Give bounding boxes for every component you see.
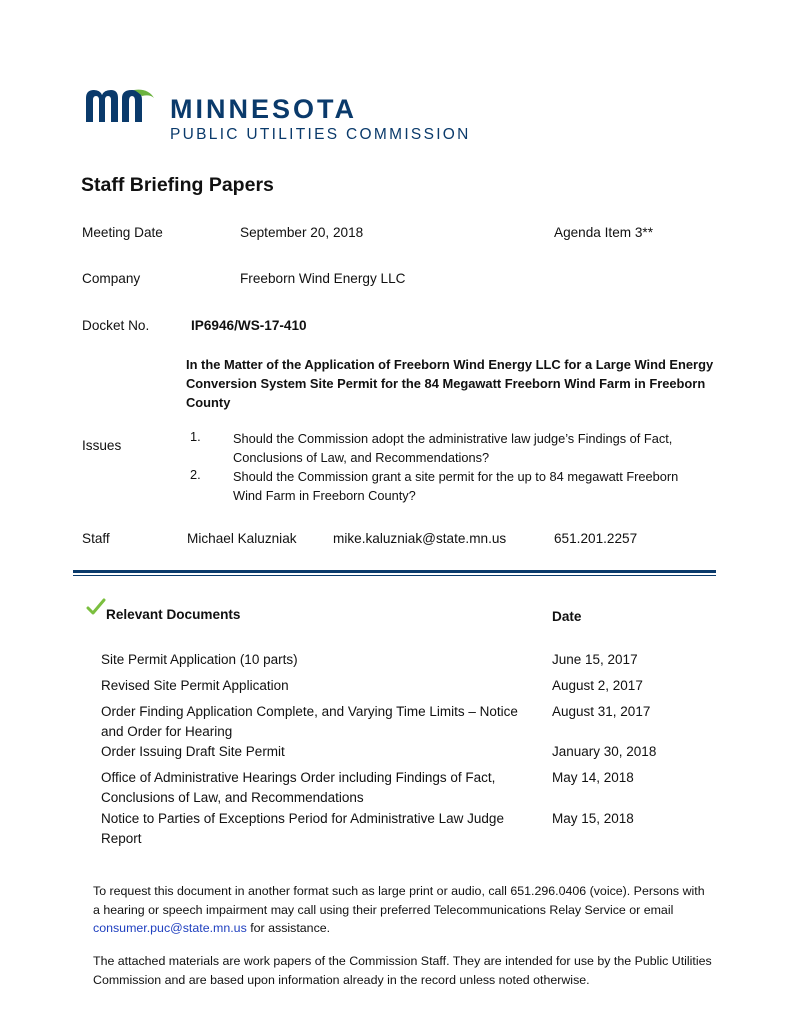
staff-email[interactable]: mike.kaluzniak@state.mn.us xyxy=(333,531,507,546)
document-name: Revised Site Permit Application xyxy=(101,678,289,693)
matter-description: In the Matter of the Application of Freeborn Wind Energy LLC for a Large Wind Energy Conversion System Site Permit for the 84 Megawatt Freeborn Wind Farm in Freeborn County xyxy=(186,357,714,410)
section-divider xyxy=(73,570,716,573)
document-date: May 15, 2018 xyxy=(552,811,634,826)
agenda-item: Agenda Item 3** xyxy=(554,225,653,240)
meeting-date-label: Meeting Date xyxy=(82,225,163,240)
accessibility-notice-text: To request this document in another format such as large print or audio, call 651.296.0406 (voice). Persons with a hearing or speech impairment may call using their preferred Telecommunications Relay Service or email xyxy=(93,884,705,917)
document-name: Order Finding Application Complete, and Varying Time Limits – Notice and Order for Hearing xyxy=(101,704,518,739)
staff-phone: 651.201.2257 xyxy=(554,531,638,546)
document-name: Office of Administrative Hearings Order including Findings of Fact, Conclusions of Law, and Recommendations xyxy=(101,770,496,805)
staff-papers-disclaimer: The attached materials are work papers of the Commission Staff. They are intended for use by the Public Utilities Commission and are based upon information already in the record unless noted otherwise. xyxy=(93,954,712,987)
logo-subtitle: PUBLIC UTILITIES COMMISSION xyxy=(170,126,471,143)
company-label: Company xyxy=(82,271,141,286)
document-date: August 31, 2017 xyxy=(552,704,651,719)
document-date: January 30, 2018 xyxy=(552,744,657,759)
page-title: Staff Briefing Papers xyxy=(81,174,274,196)
relevant-documents-heading: Relevant Documents xyxy=(106,607,241,622)
document-name: Notice to Parties of Exceptions Period for Administrative Law Judge Report xyxy=(101,811,504,846)
issue-number: 1. xyxy=(190,429,201,444)
accessibility-notice-end: for assistance. xyxy=(246,921,331,935)
document-date: May 14, 2018 xyxy=(552,770,634,785)
issue-text: Should the Commission adopt the administrative law judge’s Findings of Fact, Conclusions of Law, and Recommendations? xyxy=(233,431,673,465)
docket-number: IP6946/WS-17-410 xyxy=(191,318,307,333)
document-name: Site Permit Application (10 parts) xyxy=(101,652,298,667)
docket-label: Docket No. xyxy=(82,318,150,333)
logo-wordmark: MINNESOTA xyxy=(170,94,357,124)
mn-logo-icon xyxy=(84,86,156,124)
section-divider-thin xyxy=(73,575,716,576)
consumer-email-link[interactable]: consumer.puc@state.mn.us xyxy=(93,921,247,935)
company-value: Freeborn Wind Energy LLC xyxy=(240,271,406,286)
date-heading: Date xyxy=(552,609,582,624)
staff-label: Staff xyxy=(82,531,110,546)
issues-label: Issues xyxy=(82,438,122,453)
checkmark-icon xyxy=(86,597,106,617)
issue-text: Should the Commission grant a site permit for the up to 84 megawatt Freeborn Wind Farm in Freeborn County? xyxy=(233,469,679,503)
staff-name: Michael Kaluzniak xyxy=(187,531,297,546)
accessibility-notice xyxy=(93,882,713,938)
meeting-date-value: September 20, 2018 xyxy=(240,225,364,240)
document-date: August 2, 2017 xyxy=(552,678,643,693)
issue-number: 2. xyxy=(190,467,201,482)
document-name: Order Issuing Draft Site Permit xyxy=(101,744,285,759)
document-date: June 15, 2017 xyxy=(552,652,638,667)
